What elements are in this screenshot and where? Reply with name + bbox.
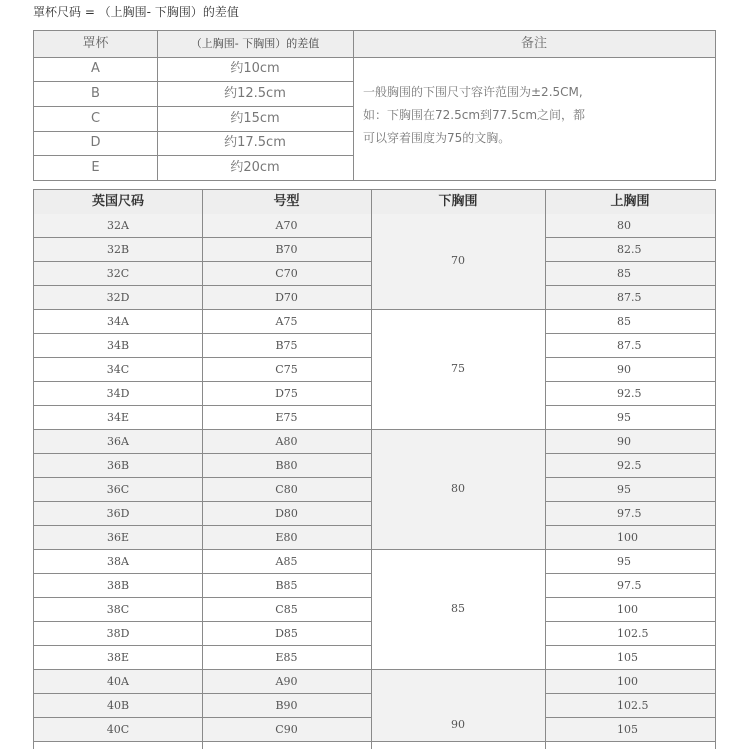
- size-row: [34, 670, 715, 694]
- size-row: [34, 406, 715, 430]
- uk-size-cell: 34E: [106, 411, 130, 424]
- tolerance-note: [363, 81, 603, 150]
- model-cell: D75: [275, 387, 298, 400]
- overbust-cell: 105: [617, 723, 638, 736]
- cup-row: [34, 107, 353, 132]
- difference-cell: 约17.5cm: [224, 135, 286, 150]
- underbust-group: [34, 670, 715, 742]
- underbust-header: 下胸围: [438, 194, 478, 209]
- model-cell: E75: [275, 411, 298, 424]
- uk-size-cell: 34D: [106, 387, 130, 400]
- column-divider: [202, 190, 203, 749]
- uk-size-cell: 40A: [107, 675, 129, 688]
- difference-cell: 约12.5cm: [224, 86, 286, 101]
- model-cell: B90: [275, 699, 298, 712]
- model-cell: A80: [275, 435, 298, 448]
- overbust-cell: 95: [617, 555, 631, 568]
- overbust-cell: 100: [617, 675, 638, 688]
- overbust-cell: 87.5: [617, 291, 642, 304]
- uk-size-cell: 36A: [107, 435, 129, 448]
- size-row: [34, 382, 715, 406]
- model-cell: A75: [275, 315, 298, 328]
- uk-size-cell: 40C: [106, 723, 130, 736]
- model-cell: A90: [275, 675, 298, 688]
- cup-cell: A: [91, 61, 100, 76]
- model-cell: B80: [275, 459, 298, 472]
- overbust-cell: 100: [617, 531, 638, 544]
- uk-size-cell: 34B: [106, 339, 130, 352]
- difference-header: （上胸围- 下胸围）的差值: [190, 37, 320, 50]
- model-cell: E80: [275, 531, 298, 544]
- underbust-value: 75: [451, 362, 465, 375]
- model-cell: C90: [275, 723, 298, 736]
- size-row: [34, 694, 715, 718]
- overbust-cell: 105: [617, 651, 638, 664]
- underbust-group: [34, 550, 715, 670]
- note-line: 如：下胸围在72.5cm到77.5cm之间，都: [363, 108, 586, 122]
- underbust-group: [34, 430, 715, 550]
- model-header: 号型: [273, 194, 300, 209]
- size-conversion-table: [33, 189, 716, 749]
- note-line: 可以穿着围度为75的文胸。: [363, 131, 511, 145]
- model-cell: B75: [275, 339, 298, 352]
- uk-size-cell: 32B: [106, 243, 130, 256]
- note-header: 备注: [520, 36, 547, 51]
- overbust-cell: 85: [617, 315, 631, 328]
- size-row: [34, 334, 715, 358]
- size-row: [34, 310, 715, 334]
- cup-row: [34, 156, 353, 180]
- uk-size-cell: 36C: [106, 483, 130, 496]
- difference-cell: 约10cm: [230, 61, 280, 76]
- size-table-header: [34, 190, 715, 215]
- overbust-cell: 102.5: [617, 627, 649, 640]
- overbust-cell: 92.5: [617, 459, 642, 472]
- overbust-header: 上胸围: [610, 194, 650, 209]
- cup-cell: B: [91, 86, 100, 101]
- model-cell: C80: [275, 483, 298, 496]
- uk-size-cell: 34C: [106, 363, 130, 376]
- model-cell: A85: [275, 555, 298, 568]
- model-cell: D80: [275, 507, 298, 520]
- size-row: [34, 574, 715, 598]
- uk-size-cell: 32C: [106, 267, 130, 280]
- overbust-cell: 95: [617, 411, 631, 424]
- model-cell: D85: [275, 627, 298, 640]
- size-row: [34, 430, 715, 454]
- uk-size-cell: 32D: [106, 291, 130, 304]
- uk-size-cell: 36B: [106, 459, 130, 472]
- cup-header: 罩杯: [82, 36, 109, 51]
- overbust-cell: 85: [617, 267, 631, 280]
- cup-cell: C: [90, 111, 101, 126]
- size-row: [34, 622, 715, 646]
- page-heading: 罩杯尺码 = （上胸围- 下胸围）的差值: [33, 5, 239, 19]
- model-cell: B85: [275, 579, 298, 592]
- uk-size-cell: 36D: [106, 507, 130, 520]
- uk-size-cell: 40B: [106, 699, 130, 712]
- uk-size-cell: 38C: [106, 603, 130, 616]
- size-row: [34, 550, 715, 574]
- overbust-cell: 95: [617, 483, 631, 496]
- uk-size-cell: 32A: [107, 219, 129, 232]
- model-cell: C85: [275, 603, 298, 616]
- size-row: [34, 526, 715, 550]
- uk-size-header: 英国尺码: [91, 194, 144, 209]
- underbust-value: 80: [451, 482, 465, 495]
- model-cell: D70: [275, 291, 298, 304]
- cup-row: [34, 131, 353, 156]
- column-divider: [545, 190, 546, 749]
- difference-cell: 约15cm: [230, 111, 280, 126]
- overbust-cell: 90: [617, 363, 631, 376]
- model-cell: C70: [275, 267, 298, 280]
- cup-difference-table: [33, 30, 716, 181]
- size-row: [34, 454, 715, 478]
- overbust-cell: 92.5: [617, 387, 642, 400]
- uk-size-cell: 38A: [107, 555, 129, 568]
- overbust-cell: 100: [617, 603, 638, 616]
- cup-cell: E: [91, 160, 100, 175]
- overbust-cell: 97.5: [617, 507, 642, 520]
- underbust-value: 90: [451, 718, 465, 731]
- underbust-value: 70: [451, 254, 465, 267]
- note-line: 一般胸围的下围尺寸容许范围为±2.5CM,: [363, 85, 583, 99]
- uk-size-cell: 38D: [106, 627, 130, 640]
- size-row: [34, 646, 715, 670]
- overbust-cell: 102.5: [617, 699, 649, 712]
- underbust-group: [34, 214, 715, 310]
- underbust-value: 85: [451, 602, 465, 615]
- cup-row: [34, 57, 353, 82]
- cup-cell: D: [90, 135, 101, 150]
- size-row: [34, 502, 715, 526]
- overbust-cell: 82.5: [617, 243, 642, 256]
- model-cell: E85: [275, 651, 298, 664]
- cup-table-header: [34, 31, 715, 58]
- size-row: [34, 286, 715, 310]
- overbust-cell: 90: [617, 435, 631, 448]
- uk-size-cell: 38B: [106, 579, 130, 592]
- cup-row: [34, 82, 353, 107]
- underbust-group: [34, 310, 715, 430]
- uk-size-cell: 38E: [106, 651, 130, 664]
- difference-cell: 约20cm: [230, 160, 280, 175]
- model-cell: A70: [275, 219, 298, 232]
- uk-size-cell: 36E: [106, 531, 130, 544]
- model-cell: B70: [275, 243, 298, 256]
- uk-size-cell: 34A: [107, 315, 129, 328]
- overbust-cell: 97.5: [617, 579, 642, 592]
- overbust-cell: 80: [617, 219, 631, 232]
- column-divider: [371, 190, 372, 749]
- overbust-cell: 87.5: [617, 339, 642, 352]
- model-cell: C75: [275, 363, 298, 376]
- size-row: [34, 214, 715, 238]
- column-divider: [353, 31, 354, 180]
